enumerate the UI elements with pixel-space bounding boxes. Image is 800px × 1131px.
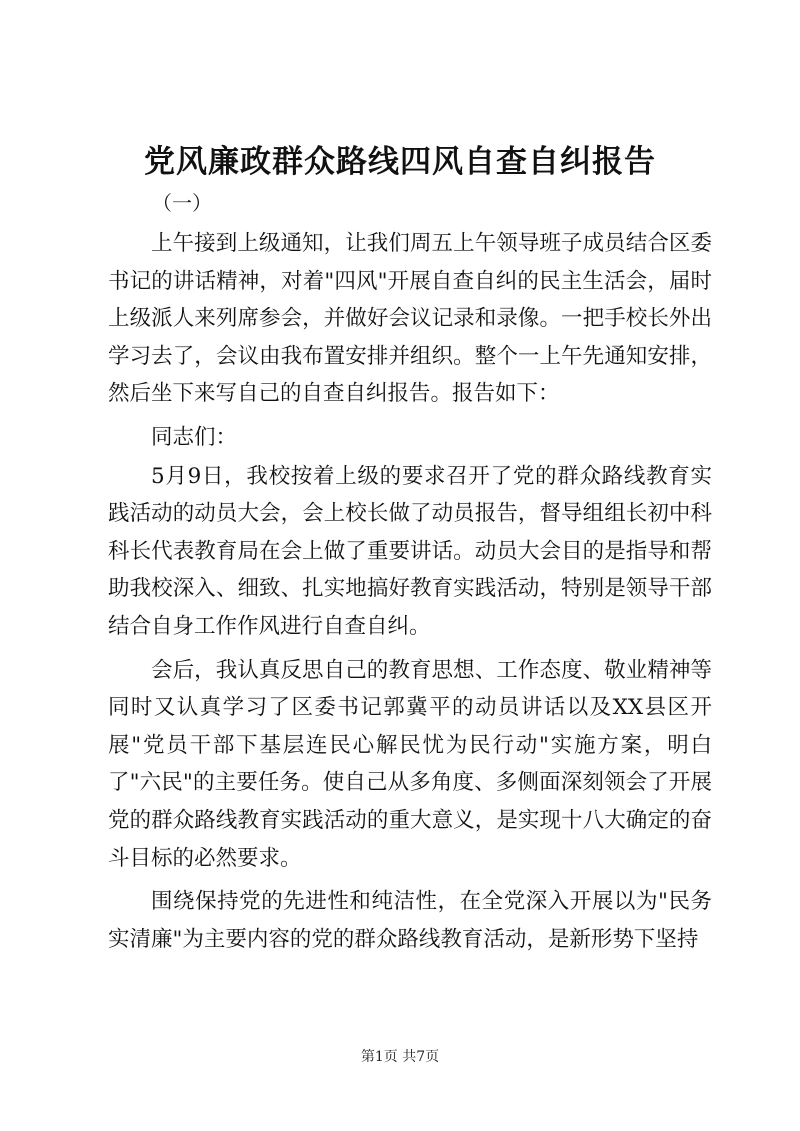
paragraph-reflection: 会后，我认真反思自己的教育思想、工作态度、敬业精神等同时又认真学习了区委书记郭冀平的动员讲话以及XX县区开展"党员干部下基层连民心解民忧为民行动"实施方案，明白了"六民"的主要任务。使自己从多角度、多侧面深刻领会了开展党的群众路线教育实践活动的重大意义，是实现十八大确定的奋斗目标的必然要求。 [108, 657, 712, 871]
paragraph-greeting: 同志们： [151, 424, 238, 450]
section-number: （一） [152, 191, 212, 215]
document-body [108, 225, 712, 964]
document-title: 党风廉政群众路线四风自查自纠报告 [144, 144, 656, 180]
page-footer: 第1页 共7页 [360, 1049, 440, 1065]
paragraph-meeting: 5月9日，我校按着上级的要求召开了党的群众路线教育实践活动的动员大会，会上校长做了动员报告，督导组组长初中科科长代表教育局在会上做了重要讲话。动员大会目的是指导和帮助我校深入、细致、扎实地搞好教育实践活动，特别是领导干部结合自身工作作风进行自查自纠。 [108, 463, 712, 639]
paragraph-notice: 上午接到上级通知，让我们周五上午领导班子成员结合区委书记的讲话精神，对着"四风"开展自查自纠的民主生活会，届时上级派人来列席参会，并做好会议记录和录像。一把手校长外出学习去了，会议由我布置安排并组织。整个一上午先通知安排，然后坐下来写自己的自查自纠报告。报告如下： [108, 231, 712, 407]
paragraph-purpose: 围绕保持党的先进性和纯洁性，在全党深入开展以为"民务实清廉"为主要内容的党的群众路线教育活动，是新形势下坚持 [108, 889, 712, 952]
